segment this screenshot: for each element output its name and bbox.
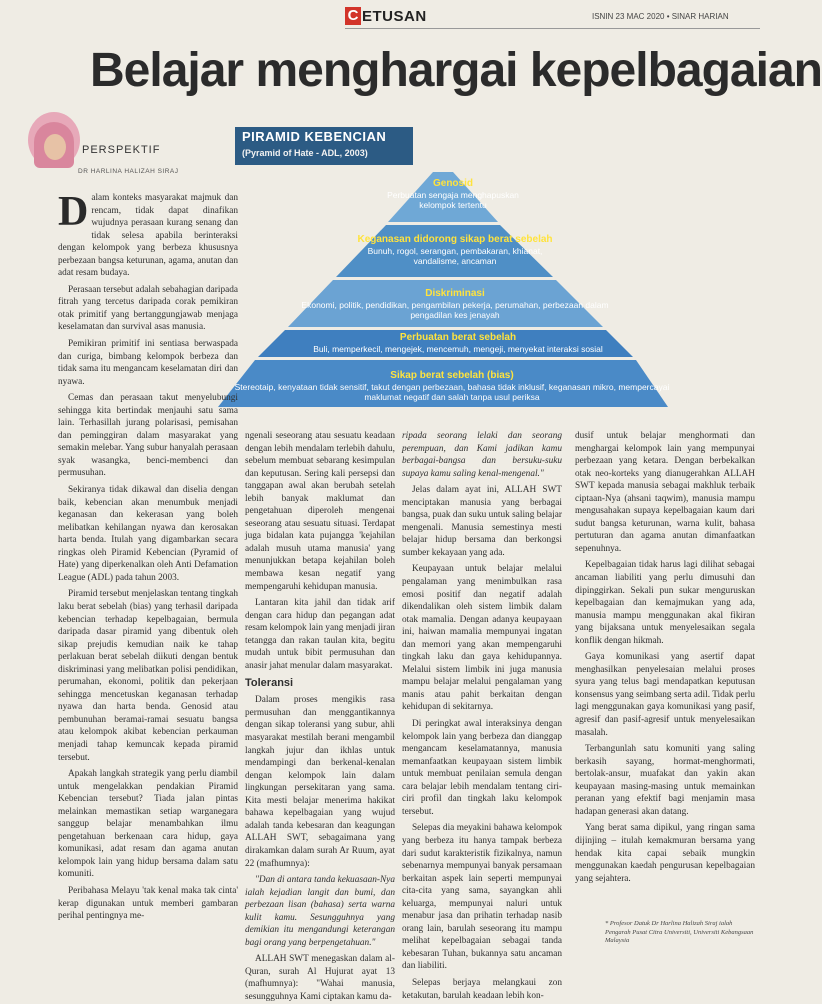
author-footnote: * Profesor Datuk Dr Harlina Halizah Siraj ialah Pengarah Pusat Citra Universiti, Universiti Kebangsaan Malaysia	[605, 920, 754, 944]
pyramid-level-2-body: Bunuh, rogol, serangan, pembakaran, khianat, vandalisme, ancaman	[367, 246, 543, 266]
pyramid-level-3-heading: Diskriminasi	[425, 288, 485, 299]
paragraph: ALLAH SWT menegaskan dalam al-Quran, surah Al Hujurat ayat 13 (mafhumnya): "Wahai manusia, sesungguhnya Kami ciptakan kamu da-	[245, 954, 395, 1002]
paragraph: Yang berat sama dipikul, yang ringan sama dijinjing – itulah kemakmuran bersama yang hendak kita capai sebaik mungkin menggunakan kaedah pengurusan kepelbagaian yang sejahtera.	[575, 823, 755, 884]
column-kicker: PERSPEKTIF	[82, 144, 161, 156]
section-logo: C	[345, 7, 361, 25]
quote-paragraph: ripada seorang lelaki dan seorang perempuan, dan Kami jadikan kamu berbagai-bangsa dan bersuku-suku supaya kamu saling kenal-mengenal."	[402, 431, 562, 479]
pyramid-level-4-heading: Perbuatan berat sebelah	[399, 332, 517, 343]
pyramid-level-2-heading: Keganasan didorong sikap berat sebelah	[357, 234, 553, 245]
pyramid-subtitle: (Pyramid of Hate - ADL, 2003)	[242, 148, 368, 158]
paragraph: dusif untuk belajar menghormati dan menghargai kelompok lain yang mempunyai perbezaan yang ketara. Dengan berbekalkan otak neo-korteks yang dianugerahkan ALLAH SWT kepada manusia sebagai makhluk terbaik ciptaan-Nya (ahsani taqwim), manusia mampu mengusahakan supaya kepelbagaian kaum dari sudut bangsa keturunan, warna kulit, bahasa pertuturan dan agama anutan dimanfaatkan sepenuhnya.	[575, 431, 755, 554]
pyramid-level-5	[232, 370, 672, 402]
date-line: ISNIN 23 MAC 2020 • SINAR HARIAN	[592, 12, 729, 21]
paragraph: Di peringkat awal interaksinya dengan kelompok lain yang berbeza dan dianggap mengancam keselamatannya, manusia memanfaatkan keupayaan sistem limbik untuk membuat penilaian semula dengan cara belajar lebih mendalam tentang ciri-ciri profil dan tingkah laku kelompok tersebut.	[402, 719, 562, 817]
pyramid-level-1-body: Perbuatan sengaja menghapuskan kelompok tertentu	[387, 190, 519, 210]
paragraph: Keupayaan untuk belajar melalui pengalaman yang menimbulkan rasa emosi positif dan negatif adalah dikendalikan oleh sistem limbik dalam otak mamalia. Dengan adanya keupayaan ini, haiwan mamalia mempunyai ingatan dan memori yang akan mempengaruhi tingkah laku dan gaya kehidupannya. Melalui sistem limbik ini juga manusia mampu belajar melalui pengalaman yang manis atau pahit berkaitan dengan kehidupan di sekitarnya.	[402, 564, 562, 713]
paragraph: Lantaran kita jahil dan tidak arif dengan cara hidup dan pegangan adat resam kelompok lain yang menjadi jiran tetangga dan rakan taulan kita, begitu mudah untuk bibit permusuhan dan anasir jahat menular dalam masyarakat.	[245, 598, 395, 671]
pyramid-level-4-body: Buli, memperkecil, mengejek, mencemuh, mengeji, menyekat interaksi sosial	[313, 344, 603, 354]
quote-paragraph: "Dan di antara tanda kekuasaan-Nya ialah kejadian langit dan bumi, dan perbezaan lisan (bahasa) serta warna kulit kamu. Sesungguhnya yang demikian itu mengandungi keterangan bagi orang yang berpengetahuan."	[245, 875, 395, 948]
paragraph: ngenali seseorang atau sesuatu keadaan dengan lebih mendalam terlebih dahulu, sebelum membuat sebarang kesimpulan dan keputusan. Sering kali persepsi dan tanggapan awal akan berubah setelah lebih banyak maklumat dan pengetahuan diperoleh mengenai seseorang atau sesuatu situasi. Terdapat juga bidalan kata pujangga 'kejahilan adalah musuh utama manusia' yang menunjukkan betapa kejahilan boleh membawa kesan negatif yang mempengaruhi kehidupan manusia.	[245, 431, 395, 592]
paragraph: Perasaan tersebut adalah sebahagian daripada fitrah yang tercetus daripada corak pemikiran otak primitif yang bertanggungjawab menjaga keselamatan dan survival asas manusia.	[58, 284, 238, 333]
paragraph: Peribahasa Melayu 'tak kenal maka tak cinta' kerap digunakan untuk memberi gambaran perihal pentingnya me-	[58, 885, 238, 922]
headline: Belajar menghargai kepelbagaian	[90, 44, 822, 97]
pyramid-level-4	[268, 332, 648, 354]
subheading: Toleransi	[245, 677, 294, 690]
drop-cap: D	[58, 189, 89, 235]
paragraph: Dalam konteks masyarakat majmuk dan rencam, tidak dapat dinafikan wujudnya perasaan kurang senang dan tidak selesa apabila berinteraksi dengan kelompok yang berbeza khususnya perbezaan bangsa keturunan, agama, anutan dan adat resam budaya.	[58, 189, 238, 279]
pyramid-level-2	[350, 234, 560, 266]
paragraph: Cemas dan perasaan takut menyelubungi sehingga kita bertindak menjauhi satu sama lain. Terhasillah jurang polarisasi, pemisahan dan peminggiran dalam masyarakat yang semakin melebar. Yang subur hanyalah perasaan syak wasangka, benci-membenci dan permusuhan.	[58, 393, 238, 479]
author-photo	[28, 112, 80, 168]
body-column-4	[575, 430, 755, 918]
header-rule	[345, 28, 760, 29]
paragraph: Dalam proses mengikis rasa permusuhan dan menggantikannya dengan sikap toleransi yang subur, ahli masyarakat mestilah berani mengambil langkah jujur dan ikhlas untuk mendampingi dan berkenal-kenalan dengan kelompok lain dalam lingkungan persekitaran yang sama. Kita mesti belajar menerima hakikat bahawa kepelbagaian yang wujud adalah tanda kebesaran dan keagungan ALLAH SWT, sebagaimana yang dirakamkan dalam surah Ar Ruum, ayat 22 (mafhumnya):	[245, 695, 395, 869]
author-photo-face	[44, 134, 66, 160]
paragraph: Selepas berjaya melangkaui zon ketakutan, barulah keadaan lebih kon-	[402, 977, 562, 1001]
pyramid-level-5-body: Stereotaip, kenyataan tidak sensitif, takut dengan perbezaan, bahasa tidak inklusif, keganasan mikro, mempercayai maklumat negatif dan salah tanpa usul periksa	[234, 382, 670, 402]
pyramid-title: PIRAMID KEBENCIAN	[242, 129, 387, 144]
paragraph: Piramid tersebut menjelaskan tentang tingkah laku berat sebelah (bias) yang terhasil daripada kebencian terhadap kepelbagaian, bermula daripada dasar piramid yang dibentuk oleh sikap prejudis kemudian naik ke tahap perlakuan berat sebelah diikuti dengan bentuk diskriminasi yang melibatkan polisi pendidikan, perumahan, ekonomi, politik dan pekerjaan sehingga mencetuskan keganasan terhadap nyawa dan harta benda. Genosid atau pembunuhan beramai-ramai sesuatu bangsa atau kelompok akibat kebencian perkauman menjadi tahap kemuncak kepada piramid tersebut.	[58, 589, 238, 763]
pyramid-level-3	[300, 288, 610, 320]
pyramid-level-3-body: Ekonomi, politik, pendidikan, pengambilan pekerja, perumahan, perbezaan dalam pengadilan kes jenayah	[301, 300, 609, 320]
paragraph: Terbangunlah satu komuniti yang saling berkasih sayang, hormat-menghormati, bertolak-ansur, muafakat dan yakin akan keupayaan masing-masing untuk memainkan peranan yang efektif bagi menjamin masa hadapan generasi akan datang.	[575, 744, 755, 817]
page-header	[0, 0, 767, 32]
paragraph: Apakah langkah strategik yang perlu diambil untuk mengelakkan pendakian Piramid Kebencian tersebut? Tiada jalan pintas melainkan memastikan setiap warganegara sanggup belajar menambahkan ilmu pengetahuan berkenaan cara hidup, gaya komunikasi, adat resam dan agama anutan kelompok lain yang hidup bersama dalam satu komuniti.	[58, 769, 238, 880]
body-column-1	[58, 189, 238, 950]
body-column-3	[402, 430, 562, 1001]
author-byline: DR HARLINA HALIZAH SIRAJ	[78, 168, 179, 175]
paragraph: Jelas dalam ayat ini, ALLAH SWT menciptakan manusia yang berbagai bangsa, puak dan suku untuk saling belajar mengenali. Manusia semestinya mesti belajar hidup bersama dan berkongsi sumber kekayaan yang ada.	[402, 485, 562, 558]
paragraph: Sekiranya tidak dikawal dan diselia dengan baik, kebencian akan menumbuk menjadi keganasan dan kekerasan yang boleh melibatkan kehilangan nyawa dan kerosakan harta benda. Itulah yang digambarkan secara ringkas oleh Piramid Kebencian (Pyramid of Hate) yang diperkenalkan oleh Anti Defamation League (ADL) pada tahun 2003.	[58, 485, 238, 583]
paragraph: Selepas dia meyakini bahawa kelompok yang berbeza itu hanya tampak berbeza dari sudut karakteristik fizikalnya, namun sebenarnya mempunyai banyak persamaan berkaitan aspek lain seperti mempunyai cita-cita yang sama, sayangkan ahli keluarga, mempunyai naluri untuk menabur jasa dan prihatin terhadap nasib orang lain, barulah seseorang itu mampu melihat kepelbagaian sebagai tanda kebesaran Tuhan, bukannya satu ancaman dan liabiliti.	[402, 823, 562, 972]
pyramid-level-5-heading: Sikap berat sebelah (bias)	[390, 370, 514, 381]
paragraph: Kepelbagaian tidak harus lagi dilihat sebagai ancaman liabiliti yang perlu dimusuhi dan dipinggirkan. Sekali pun sukar menguruskan kepelbagaian dan kemajmukan yang ada, manusia mampu menggunakan akal fikiran yang bijaksana untuk menyelesaikan segala konflik dengan hikmah.	[575, 560, 755, 646]
body-column-2	[245, 430, 395, 1002]
paragraph: Pemikiran primitif ini sentiasa berwaspada dan curiga, bimbang kelompok berbeza dan tidak sama itu mengancam keselamatan diri dan nyawa.	[58, 339, 238, 387]
pyramid-level-1-heading: Genosid	[432, 178, 473, 189]
section-name: ETUSAN	[362, 8, 427, 25]
pyramid-level-1	[378, 178, 528, 210]
paragraph: Gaya komunikasi yang asertif dapat menghasilkan penyelesaian melalui proses syura yang telus bagi mendapatkan keputusan konsensus yang seimbang serta adil. Tidak perlu lagi menggunakan gaya komunikasi yang pasif, agresif dan pasif-agresif untuk menyelesaikan masalah.	[575, 652, 755, 738]
